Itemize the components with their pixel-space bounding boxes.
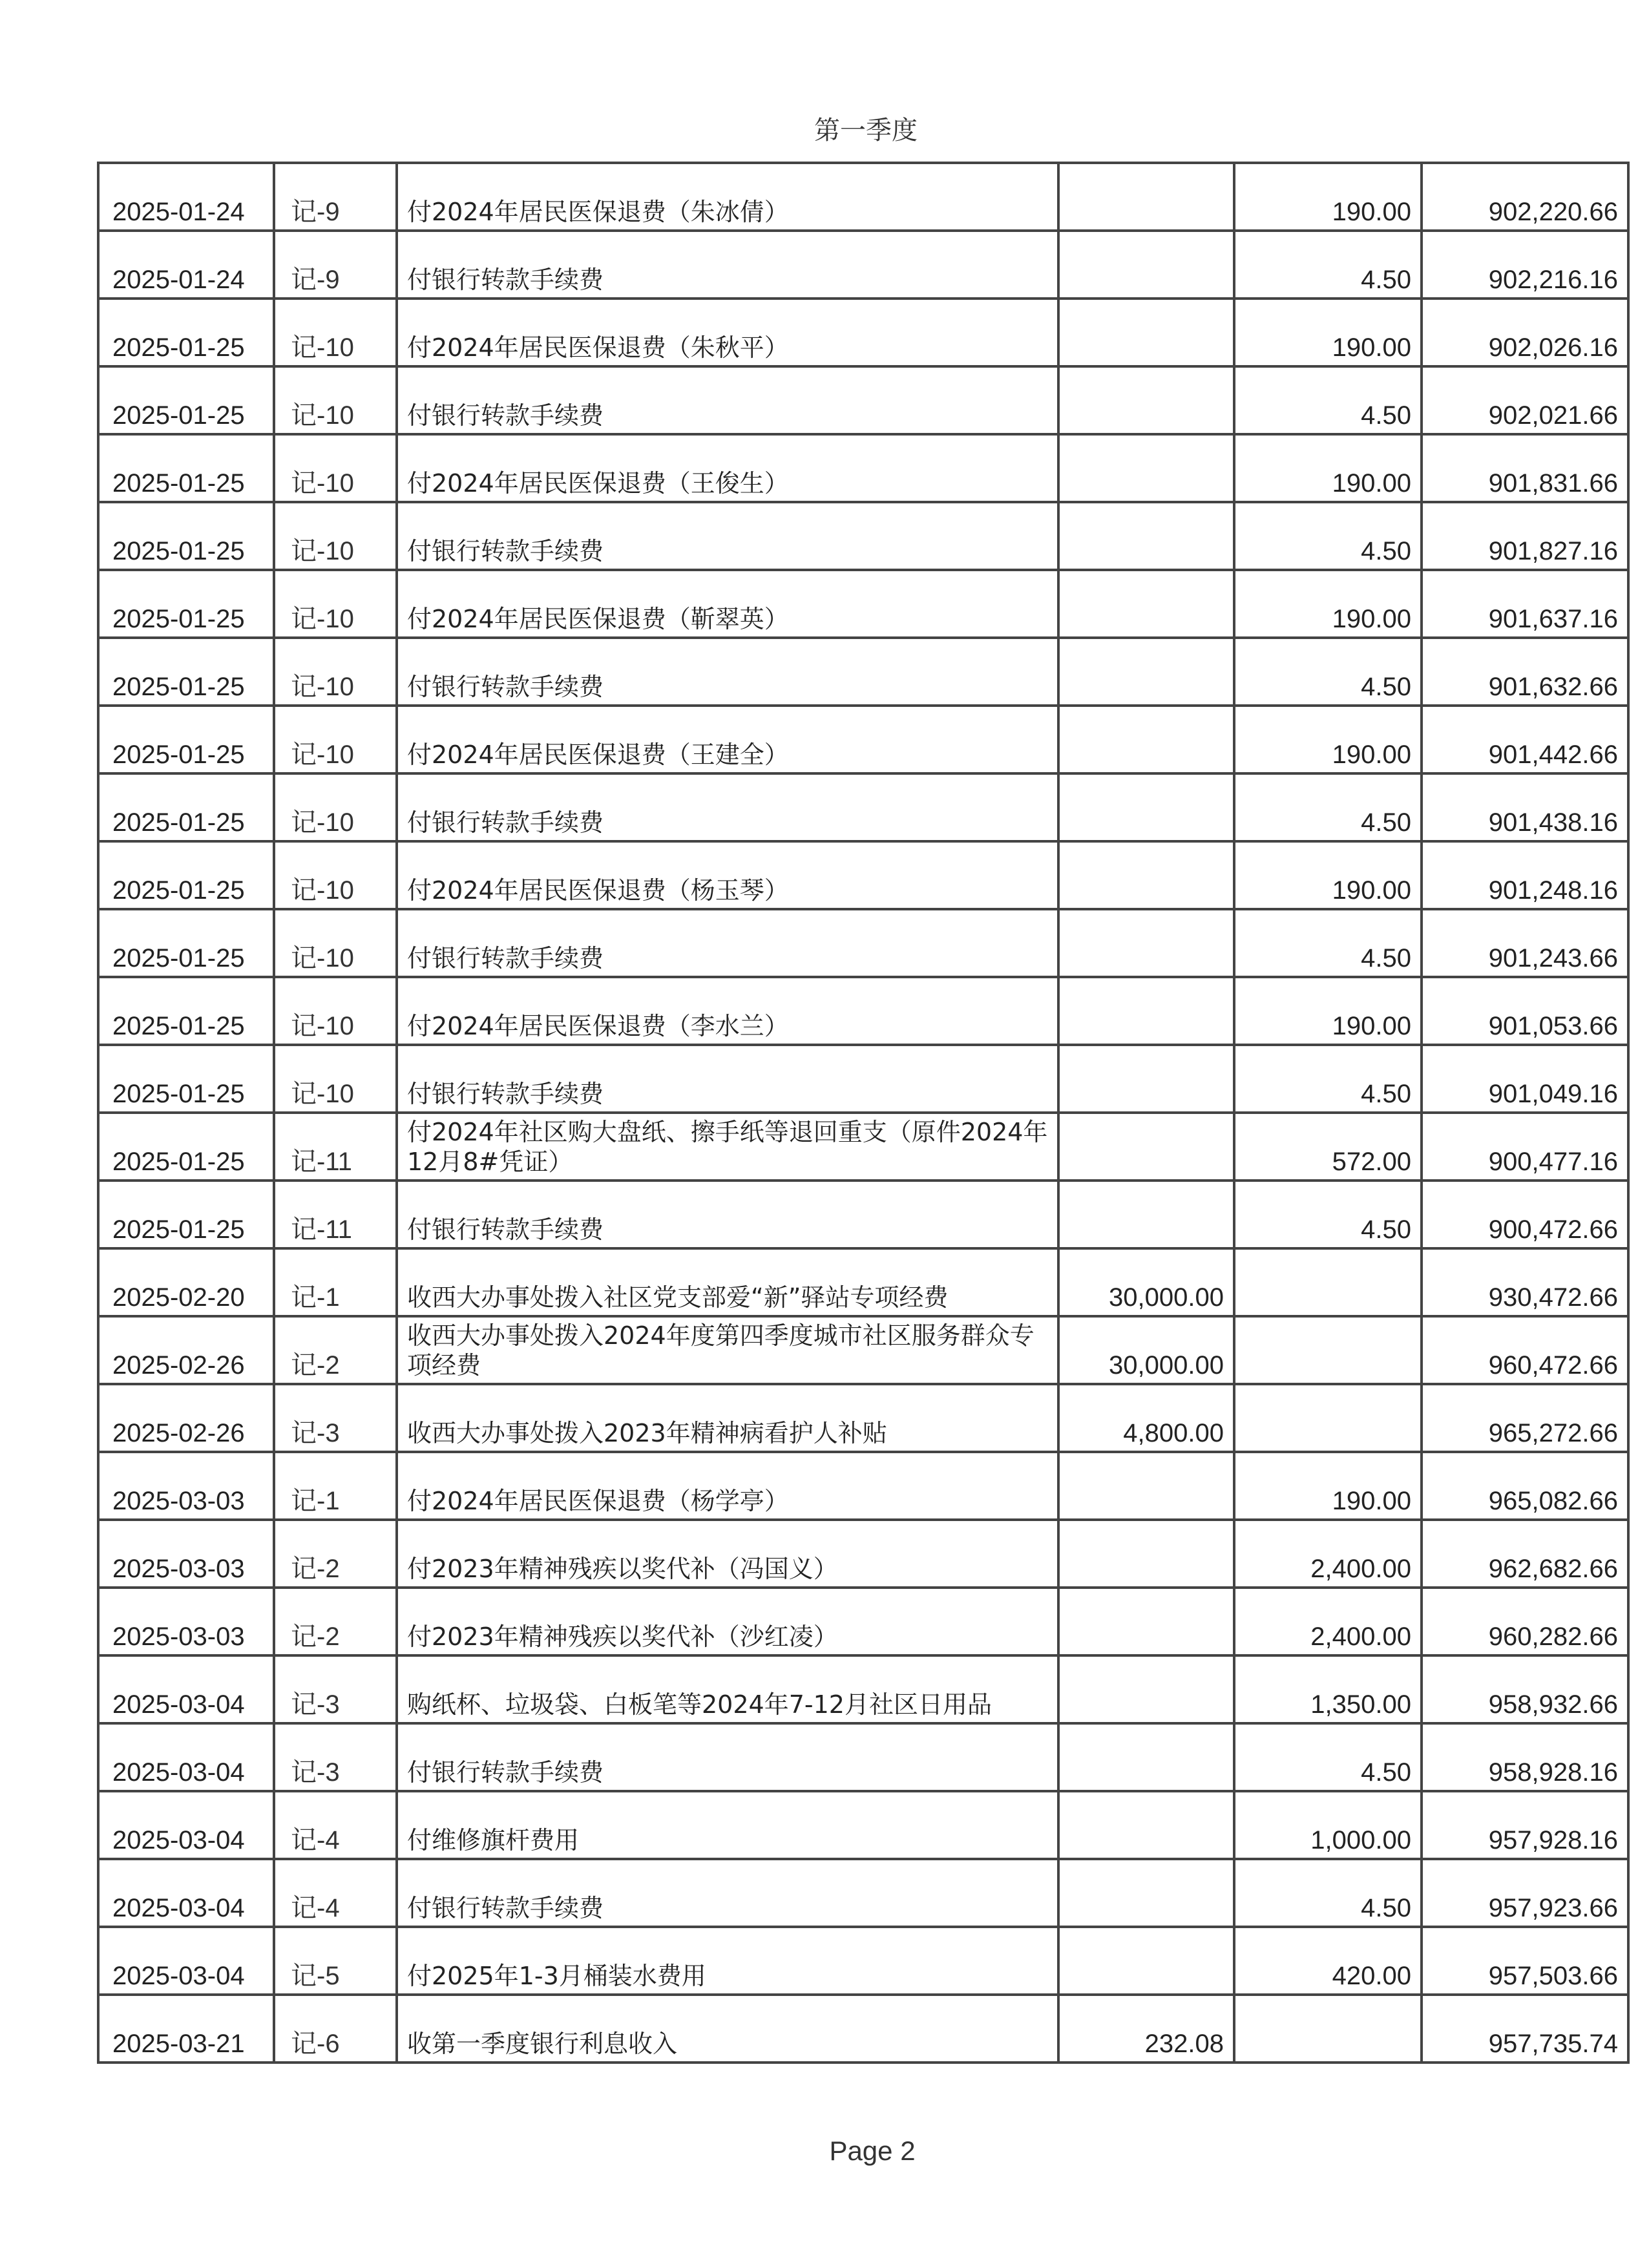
table-row	[98, 502, 1628, 570]
debit-cell	[1058, 1588, 1234, 1655]
table-row	[98, 1045, 1628, 1113]
voucher-cell: 记-4	[274, 1859, 397, 1927]
table-row	[98, 841, 1628, 909]
credit-cell: 420.00	[1234, 1927, 1422, 1995]
balance-cell: 902,026.16	[1422, 299, 1628, 366]
debit-cell	[1058, 231, 1234, 299]
debit-cell	[1058, 570, 1234, 638]
table-row	[98, 1384, 1628, 1452]
debit-cell: 30,000.00	[1058, 1248, 1234, 1316]
page-number: Page 2	[829, 2136, 916, 2166]
credit-cell: 4.50	[1234, 909, 1422, 977]
balance-cell: 901,632.66	[1422, 638, 1628, 706]
description-cell: 付2023年精神残疾以奖代补（沙红凌）	[397, 1588, 1058, 1655]
date-cell: 2025-01-25	[98, 570, 274, 638]
debit-cell	[1058, 1045, 1234, 1113]
voucher-cell: 记-3	[274, 1384, 397, 1452]
date-cell: 2025-03-04	[98, 1723, 274, 1791]
description-cell: 收西大办事处拨入2024年度第四季度城市社区服务群众专项经费	[397, 1316, 1058, 1384]
description-cell: 付2024年居民医保退费（朱秋平）	[397, 299, 1058, 366]
description-cell: 付2024年居民医保退费（朱冰倩）	[397, 163, 1058, 231]
balance-cell: 902,021.66	[1422, 366, 1628, 434]
table-row	[98, 1791, 1628, 1859]
balance-cell: 901,442.66	[1422, 706, 1628, 773]
credit-cell: 190.00	[1234, 1452, 1422, 1520]
debit-cell: 30,000.00	[1058, 1316, 1234, 1384]
debit-cell	[1058, 1181, 1234, 1248]
description-cell: 付2024年居民医保退费（靳翠英）	[397, 570, 1058, 638]
description-cell: 付银行转款手续费	[397, 1859, 1058, 1927]
date-cell: 2025-03-03	[98, 1588, 274, 1655]
date-cell: 2025-01-25	[98, 299, 274, 366]
table-row	[98, 434, 1628, 502]
voucher-cell: 记-10	[274, 841, 397, 909]
debit-cell	[1058, 502, 1234, 570]
description-cell: 付2024年居民医保退费（王建全）	[397, 706, 1058, 773]
balance-cell: 958,928.16	[1422, 1723, 1628, 1791]
debit-cell	[1058, 1452, 1234, 1520]
balance-cell: 957,928.16	[1422, 1791, 1628, 1859]
date-cell: 2025-01-25	[98, 366, 274, 434]
description-cell: 付银行转款手续费	[397, 231, 1058, 299]
voucher-cell: 记-1	[274, 1248, 397, 1316]
credit-cell: 2,400.00	[1234, 1520, 1422, 1588]
balance-cell: 901,243.66	[1422, 909, 1628, 977]
date-cell: 2025-01-24	[98, 163, 274, 231]
date-cell: 2025-03-03	[98, 1452, 274, 1520]
balance-cell: 962,682.66	[1422, 1520, 1628, 1588]
debit-cell	[1058, 299, 1234, 366]
balance-cell: 957,923.66	[1422, 1859, 1628, 1927]
voucher-cell: 记-2	[274, 1588, 397, 1655]
description-cell: 付银行转款手续费	[397, 773, 1058, 841]
date-cell: 2025-03-04	[98, 1927, 274, 1995]
debit-cell: 232.08	[1058, 1995, 1234, 2063]
debit-cell	[1058, 909, 1234, 977]
table-row	[98, 909, 1628, 977]
debit-cell	[1058, 977, 1234, 1045]
date-cell: 2025-03-03	[98, 1520, 274, 1588]
voucher-cell: 记-1	[274, 1452, 397, 1520]
balance-cell: 902,216.16	[1422, 231, 1628, 299]
date-cell: 2025-03-04	[98, 1791, 274, 1859]
balance-cell: 901,053.66	[1422, 977, 1628, 1045]
balance-cell: 960,472.66	[1422, 1316, 1628, 1384]
debit-cell	[1058, 1927, 1234, 1995]
table-row	[98, 366, 1628, 434]
voucher-cell: 记-5	[274, 1927, 397, 1995]
description-cell: 付2024年居民医保退费（杨学亭）	[397, 1452, 1058, 1520]
credit-cell: 4.50	[1234, 773, 1422, 841]
debit-cell	[1058, 773, 1234, 841]
debit-cell	[1058, 1113, 1234, 1181]
date-cell: 2025-01-25	[98, 502, 274, 570]
debit-cell	[1058, 163, 1234, 231]
description-cell: 收第一季度银行利息收入	[397, 1995, 1058, 2063]
table-row	[98, 1452, 1628, 1520]
credit-cell: 190.00	[1234, 434, 1422, 502]
date-cell: 2025-01-25	[98, 1113, 274, 1181]
balance-cell: 958,932.66	[1422, 1655, 1628, 1723]
credit-cell: 4.50	[1234, 231, 1422, 299]
credit-cell: 190.00	[1234, 570, 1422, 638]
credit-cell: 4.50	[1234, 366, 1422, 434]
voucher-cell: 记-10	[274, 909, 397, 977]
voucher-cell: 记-10	[274, 773, 397, 841]
voucher-cell: 记-11	[274, 1113, 397, 1181]
table-row	[98, 1113, 1628, 1181]
description-cell: 付2024年居民医保退费（李水兰）	[397, 977, 1058, 1045]
debit-cell	[1058, 434, 1234, 502]
balance-cell: 901,438.16	[1422, 773, 1628, 841]
credit-cell: 4.50	[1234, 1181, 1422, 1248]
description-cell: 付银行转款手续费	[397, 1181, 1058, 1248]
voucher-cell: 记-2	[274, 1316, 397, 1384]
table-row	[98, 977, 1628, 1045]
credit-cell: 4.50	[1234, 1045, 1422, 1113]
table-row	[98, 299, 1628, 366]
date-cell: 2025-02-26	[98, 1384, 274, 1452]
date-cell: 2025-01-25	[98, 638, 274, 706]
voucher-cell: 记-9	[274, 231, 397, 299]
balance-cell: 900,477.16	[1422, 1113, 1628, 1181]
credit-cell: 2,400.00	[1234, 1588, 1422, 1655]
credit-cell	[1234, 1384, 1422, 1452]
date-cell: 2025-01-24	[98, 231, 274, 299]
balance-cell: 901,827.16	[1422, 502, 1628, 570]
description-cell: 收西大办事处拨入社区党支部爱“新”驿站专项经费	[397, 1248, 1058, 1316]
debit-cell	[1058, 638, 1234, 706]
credit-cell: 1,000.00	[1234, 1791, 1422, 1859]
debit-cell	[1058, 1520, 1234, 1588]
description-cell: 收西大办事处拨入2023年精神病看护人补贴	[397, 1384, 1058, 1452]
debit-cell	[1058, 841, 1234, 909]
credit-cell: 4.50	[1234, 1859, 1422, 1927]
description-cell: 付银行转款手续费	[397, 1045, 1058, 1113]
table-row	[98, 1248, 1628, 1316]
date-cell: 2025-02-26	[98, 1316, 274, 1384]
table-row	[98, 231, 1628, 299]
voucher-cell: 记-6	[274, 1995, 397, 2063]
table-row	[98, 1588, 1628, 1655]
table-row	[98, 1995, 1628, 2063]
table-row	[98, 163, 1628, 231]
debit-cell	[1058, 1723, 1234, 1791]
date-cell: 2025-01-25	[98, 773, 274, 841]
debit-cell	[1058, 706, 1234, 773]
credit-cell: 190.00	[1234, 977, 1422, 1045]
voucher-cell: 记-4	[274, 1791, 397, 1859]
table-row	[98, 638, 1628, 706]
balance-cell: 901,049.16	[1422, 1045, 1628, 1113]
balance-cell: 930,472.66	[1422, 1248, 1628, 1316]
table-row	[98, 706, 1628, 773]
date-cell: 2025-01-25	[98, 977, 274, 1045]
debit-cell	[1058, 366, 1234, 434]
credit-cell: 190.00	[1234, 163, 1422, 231]
balance-cell: 965,272.66	[1422, 1384, 1628, 1452]
description-cell: 购纸杯、垃圾袋、白板笔等2024年7-12月社区日用品	[397, 1655, 1058, 1723]
voucher-cell: 记-10	[274, 1045, 397, 1113]
date-cell: 2025-03-04	[98, 1859, 274, 1927]
balance-cell: 901,831.66	[1422, 434, 1628, 502]
voucher-cell: 记-10	[274, 706, 397, 773]
voucher-cell: 记-11	[274, 1181, 397, 1248]
description-cell: 付银行转款手续费	[397, 638, 1058, 706]
date-cell: 2025-02-20	[98, 1248, 274, 1316]
date-cell: 2025-03-21	[98, 1995, 274, 2063]
balance-cell: 901,248.16	[1422, 841, 1628, 909]
table-row	[98, 1859, 1628, 1927]
voucher-cell: 记-2	[274, 1520, 397, 1588]
voucher-cell: 记-10	[274, 299, 397, 366]
table-row	[98, 1927, 1628, 1995]
description-cell: 付银行转款手续费	[397, 366, 1058, 434]
table-row	[98, 773, 1628, 841]
balance-cell: 960,282.66	[1422, 1588, 1628, 1655]
voucher-cell: 记-9	[274, 163, 397, 231]
date-cell: 2025-01-25	[98, 1045, 274, 1113]
description-cell: 付银行转款手续费	[397, 909, 1058, 977]
description-cell: 付维修旗杆费用	[397, 1791, 1058, 1859]
date-cell: 2025-01-25	[98, 909, 274, 977]
balance-cell: 957,503.66	[1422, 1927, 1628, 1995]
description-cell: 付银行转款手续费	[397, 1723, 1058, 1791]
date-cell: 2025-01-25	[98, 841, 274, 909]
date-cell: 2025-03-04	[98, 1655, 274, 1723]
voucher-cell: 记-10	[274, 977, 397, 1045]
ledger-table	[97, 162, 1630, 2064]
balance-cell: 957,735.74	[1422, 1995, 1628, 2063]
balance-cell: 965,082.66	[1422, 1452, 1628, 1520]
debit-cell	[1058, 1655, 1234, 1723]
voucher-cell: 记-10	[274, 638, 397, 706]
date-cell: 2025-01-25	[98, 434, 274, 502]
description-cell: 付2023年精神残疾以奖代补（冯国义）	[397, 1520, 1058, 1588]
debit-cell	[1058, 1791, 1234, 1859]
credit-cell: 4.50	[1234, 1723, 1422, 1791]
table-row	[98, 1181, 1628, 1248]
credit-cell: 190.00	[1234, 706, 1422, 773]
description-cell: 付银行转款手续费	[397, 502, 1058, 570]
description-cell: 付2024年居民医保退费（杨玉琴）	[397, 841, 1058, 909]
table-row	[98, 1520, 1628, 1588]
description-cell: 付2024年居民医保退费（王俊生）	[397, 434, 1058, 502]
credit-cell	[1234, 1248, 1422, 1316]
date-cell: 2025-01-25	[98, 706, 274, 773]
voucher-cell: 记-3	[274, 1655, 397, 1723]
voucher-cell: 记-10	[274, 570, 397, 638]
balance-cell: 901,637.16	[1422, 570, 1628, 638]
balance-cell: 900,472.66	[1422, 1181, 1628, 1248]
date-cell: 2025-01-25	[98, 1181, 274, 1248]
table-row	[98, 570, 1628, 638]
voucher-cell: 记-10	[274, 434, 397, 502]
credit-cell: 190.00	[1234, 299, 1422, 366]
ledger-body	[98, 163, 1628, 2063]
credit-cell: 572.00	[1234, 1113, 1422, 1181]
balance-cell: 902,220.66	[1422, 163, 1628, 231]
debit-cell: 4,800.00	[1058, 1384, 1234, 1452]
debit-cell	[1058, 1859, 1234, 1927]
credit-cell	[1234, 1316, 1422, 1384]
credit-cell: 4.50	[1234, 638, 1422, 706]
table-row	[98, 1316, 1628, 1384]
description-cell: 付2024年社区购大盘纸、擦手纸等退回重支（原件2024年12月8#凭证）	[397, 1113, 1058, 1181]
voucher-cell: 记-10	[274, 502, 397, 570]
table-row	[98, 1655, 1628, 1723]
credit-cell: 1,350.00	[1234, 1655, 1422, 1723]
table-row	[98, 1723, 1628, 1791]
credit-cell: 190.00	[1234, 841, 1422, 909]
voucher-cell: 记-3	[274, 1723, 397, 1791]
credit-cell	[1234, 1995, 1422, 2063]
credit-cell: 4.50	[1234, 502, 1422, 570]
description-cell: 付2025年1-3月桶装水费用	[397, 1927, 1058, 1995]
page-title: 第一季度	[814, 116, 918, 145]
voucher-cell: 记-10	[274, 366, 397, 434]
